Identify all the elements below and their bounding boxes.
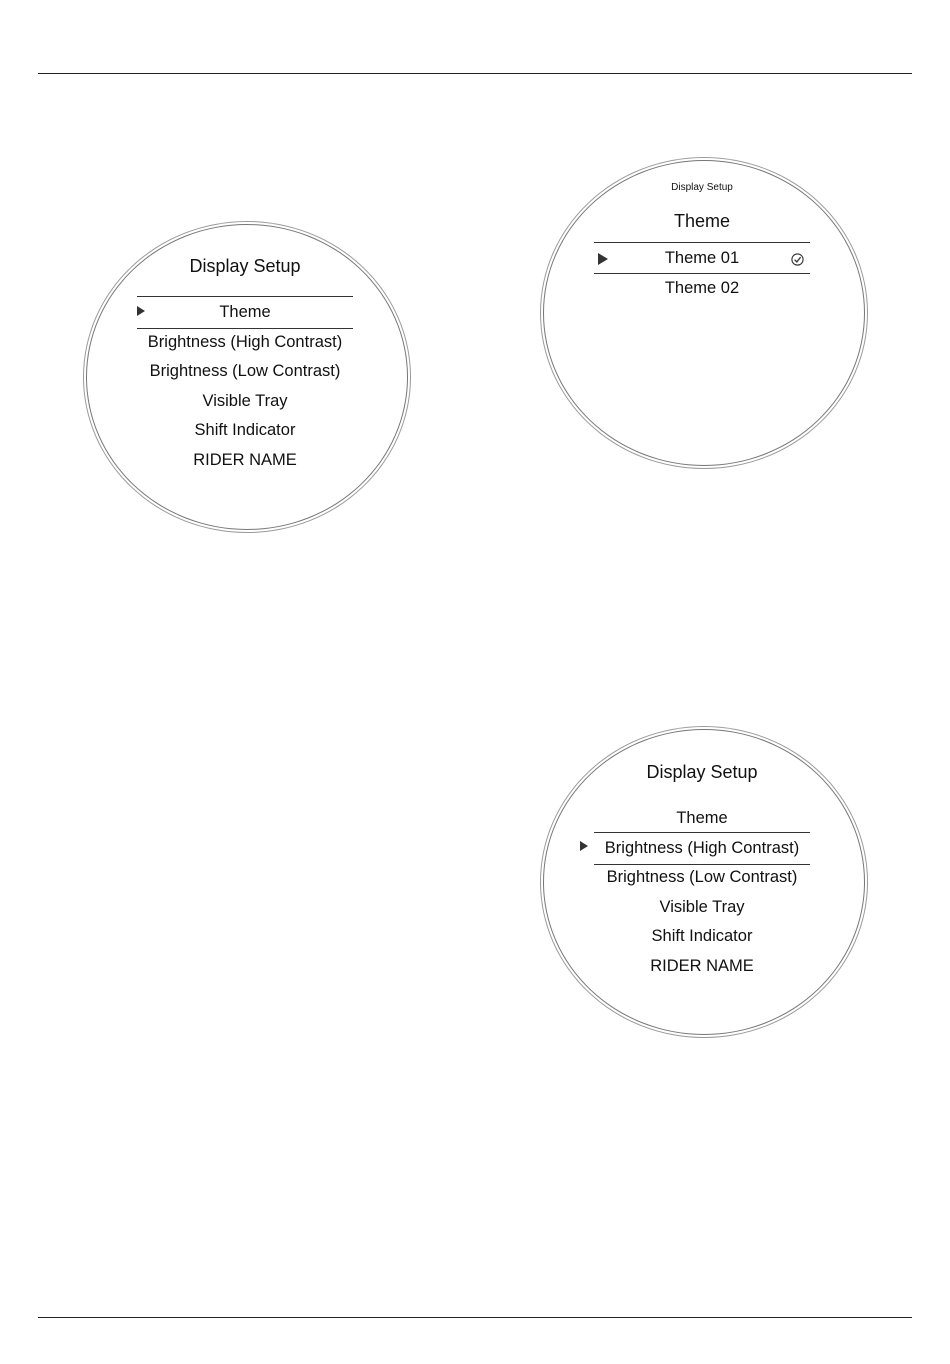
menu-item-shift-indicator[interactable]: Shift Indicator [651, 927, 753, 945]
selection-arrow-icon [598, 253, 608, 265]
header-rule [38, 73, 912, 74]
menu-item-visible-tray[interactable]: Visible Tray [202, 392, 288, 410]
menu-item-brightness-high[interactable]: Brightness (High Contrast) [604, 839, 800, 857]
theme-option-02[interactable]: Theme 02 [664, 279, 740, 297]
selection-top-line [594, 242, 810, 243]
menu-title: Theme [673, 211, 731, 231]
selection-arrow-icon [137, 306, 145, 316]
menu-item-rider-name[interactable]: RIDER NAME [193, 451, 297, 469]
breadcrumb: Display Setup [671, 182, 733, 193]
selection-bottom-line [594, 273, 810, 274]
menu-item-rider-name[interactable]: RIDER NAME [650, 957, 754, 975]
theme-option-01[interactable]: Theme 01 [664, 249, 740, 267]
menu-item-brightness-low[interactable]: Brightness (Low Contrast) [606, 868, 798, 886]
selection-top-line [137, 296, 353, 297]
menu-item-visible-tray[interactable]: Visible Tray [659, 898, 745, 916]
menu-title: Display Setup [189, 256, 301, 276]
selection-bottom-line [137, 328, 353, 329]
menu-item-theme[interactable]: Theme [676, 809, 728, 827]
menu-item-brightness-low[interactable]: Brightness (Low Contrast) [149, 362, 341, 380]
menu-item-theme[interactable]: Theme [219, 303, 271, 321]
menu-item-brightness-high[interactable]: Brightness (High Contrast) [147, 333, 343, 351]
selection-arrow-icon [580, 841, 588, 851]
selection-bottom-line [594, 864, 810, 865]
selection-top-line [594, 832, 810, 833]
menu-title: Display Setup [646, 762, 758, 782]
display-bezel [543, 160, 865, 466]
check-icon [791, 253, 804, 266]
menu-item-shift-indicator[interactable]: Shift Indicator [194, 421, 296, 439]
footer-rule [38, 1317, 912, 1318]
